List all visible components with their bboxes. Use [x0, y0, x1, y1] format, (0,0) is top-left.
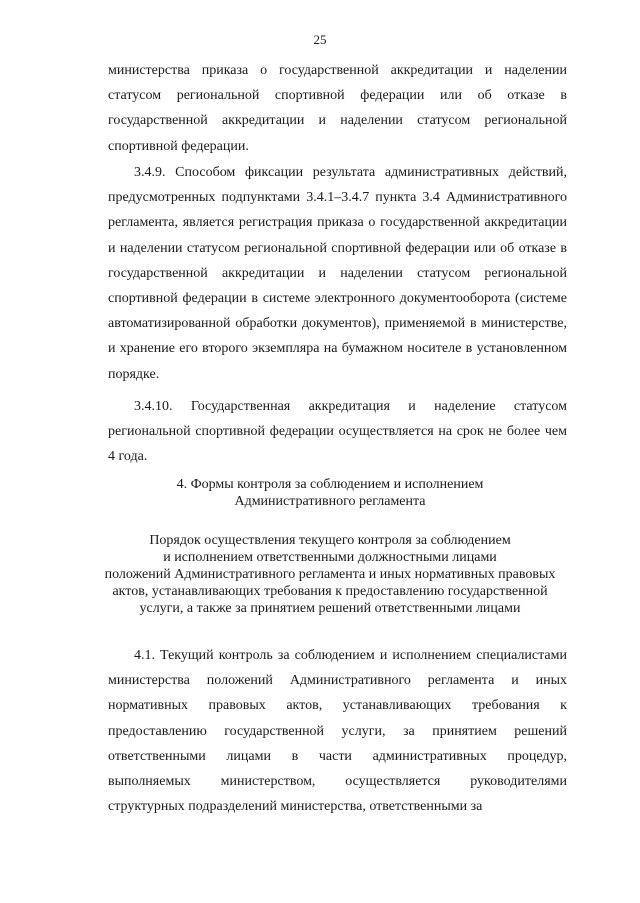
subsection-heading-line-2: и исполнением ответственными должностными лицами	[163, 550, 497, 565]
section-heading	[60, 476, 600, 510]
page-number: 25	[313, 32, 327, 47]
subsection-heading-line-3: положений Административного регламента и иных нормативных правовых	[104, 567, 556, 582]
paragraph-4-1: 4.1. Текущий контроль за соблюдением и исполнением специалистами министерства положений Административного регламента и иных нормативных правовых актов, устанавливающих требования к предоставлению государственной услуги, за принятием решений ответственными лицами в части административных процедур, выполняемых министерством, осуществляется руководителями структурных подразделений министерства, ответственными за	[108, 648, 567, 815]
paragraph-continued: министерства приказа о государственной аккредитации и наделении статусом региональной спортивной федерации или об отказе в государственной аккредитации и наделении статусом региональной спортивной федерации.	[108, 63, 567, 154]
subsection-heading-line-4: актов, устанавливающих требования к предоставлению государственной	[112, 584, 548, 599]
subsection-heading-line-5: услуги, а также за принятием решений ответственными лицами	[139, 601, 521, 616]
subsection-heading	[60, 532, 600, 617]
section-heading-line-1: 4. Формы контроля за соблюдением и исполнением	[176, 477, 484, 492]
paragraph-3-4-9: 3.4.9. Способом фиксации результата административных действий, предусмотренных подпунктами 3.4.1–3.4.7 пункта 3.4 Административного регламента, является регистрация приказа о государственной аккредитации и наделении статусом региональной спортивной федерации или об отказе в государственной аккредитации и наделении статусом региональной спортивной федерации в системе электронного документооборота (системе автоматизированной обработки документов), применяемой в министерстве, и хранение его второго экземпляра на бумажном носителе в установленном порядке.	[108, 165, 567, 382]
subsection-heading-line-1: Порядок осуществления текущего контроля за соблюдением	[149, 533, 511, 548]
section-heading-line-2: Административного регламента	[234, 494, 426, 509]
paragraph-3-4-10: 3.4.10. Государственная аккредитация и наделение статусом региональной спортивной федерации осуществляется на срок не более чем 4 года.	[108, 399, 567, 465]
